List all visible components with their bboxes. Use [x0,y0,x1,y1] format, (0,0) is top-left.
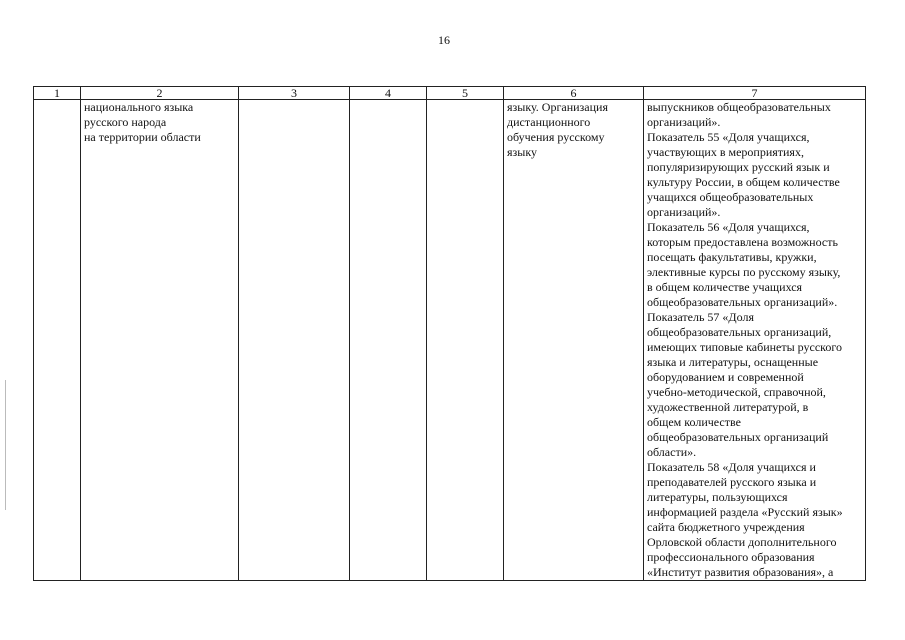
cell-text-line: Показатель 57 «Доля [647,310,754,324]
cell-text-line: обучения русскому [507,130,605,144]
column-header-7: 7 [644,87,866,100]
table-header-row [34,87,866,100]
cell-text-line: выпускников общеобразовательных [647,100,831,114]
cell-text-line: русского народа [84,115,167,129]
cell-text-line: языку [507,145,537,159]
cell-text-line: оборудованием и современной [647,370,804,384]
cell-text-line: языка и литературы, оснащенные [647,355,819,369]
scan-edge-line [5,380,6,510]
column-header-6: 6 [504,87,644,100]
cell-col6 [504,100,644,581]
cell-text-line: культуру России, в общем количестве [647,175,840,189]
cell-col1 [34,100,81,581]
cell-text-line: посещать факультативы, кружки, [647,250,817,264]
cell-text-line: языку. Организация [507,100,608,114]
cell-text-line: национального языка [84,100,194,114]
data-table [33,86,866,581]
cell-text-line: имеющих типовые кабинеты русского [647,340,843,354]
cell-text-line: «Институт развития образования», а [647,565,834,579]
cell-text-line: Показатель 58 «Доля учащихся и [647,460,816,474]
cell-text-line: художественной литературой, в [647,400,809,414]
cell-text-line: общем количестве [647,415,741,429]
cell-col2 [81,100,239,581]
cell-text-line: сайта бюджетного учреждения [647,520,805,534]
cell-text-line: общеобразовательных организаций». [647,295,838,309]
cell-text-line: литературы, пользующихся [647,490,788,504]
cell-text-line: в общем количестве учащихся [647,280,803,294]
cell-text-line: Показатель 56 «Доля учащихся, [647,220,810,234]
cell-text-line: области». [647,445,697,459]
cell-text-line: элективные курсы по русскому языку, [647,265,841,279]
cell-text-line: Орловской области дополнительного [647,535,837,549]
cell-text-line: дистанционного [507,115,591,129]
cell-col5 [427,100,504,581]
column-header-1: 1 [34,87,81,100]
cell-text-line: участвующих в мероприятиях, [647,145,804,159]
cell-col4 [350,100,427,581]
cell-text-line: профессионального образования [647,550,815,564]
cell-text-line: на территории области [84,130,201,144]
cell-text-line: учебно-методической, справочной, [647,385,826,399]
cell-text-line: общеобразовательных организаций, [647,325,832,339]
column-header-2: 2 [81,87,239,100]
page-number: 16 [438,33,450,47]
column-header-5: 5 [427,87,504,100]
cell-text-line: организаций». [647,115,721,129]
table-row [34,100,866,581]
cell-text-line: информацией раздела «Русский язык» [647,505,843,519]
column-header-4: 4 [350,87,427,100]
cell-text-line: учащихся общеобразовательных [647,190,814,204]
cell-text-line: популяризирующих русский язык и [647,160,830,174]
column-header-3: 3 [239,87,350,100]
cell-text-line: преподавателей русского языка и [647,475,817,489]
cell-col3 [239,100,350,581]
cell-text-line: организаций». [647,205,721,219]
cell-text-line: Показатель 55 «Доля учащихся, [647,130,810,144]
cell-col7 [644,100,866,581]
cell-text-line: которым предоставлена возможность [647,235,838,249]
cell-text-line: общеобразовательных организаций [647,430,829,444]
